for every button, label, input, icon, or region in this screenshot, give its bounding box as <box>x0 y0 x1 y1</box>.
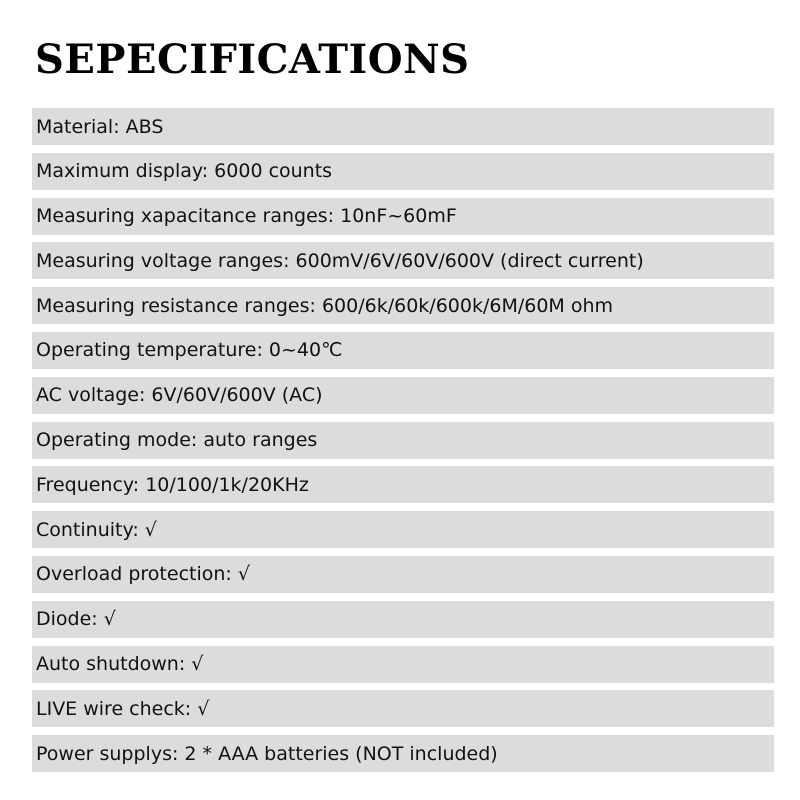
spec-row-ac-voltage: AC voltage: 6V/60V/600V (AC) <box>32 377 774 414</box>
page-title: SEPECIFICATIONS <box>35 36 470 83</box>
spec-row-diode: Diode: √ <box>32 601 774 638</box>
spec-row-auto-shutdown: Auto shutdown: √ <box>32 646 774 683</box>
spec-row-operating-temperature: Operating temperature: 0~40℃ <box>32 332 774 369</box>
spec-row-live-wire-check: LIVE wire check: √ <box>32 690 774 727</box>
spec-row-operating-mode: Operating mode: auto ranges <box>32 422 774 459</box>
spec-row-maximum-display: Maximum display: 6000 counts <box>32 153 774 190</box>
spec-row-resistance-ranges: Measuring resistance ranges: 600/6k/60k/600k/6M/60M ohm <box>32 287 774 324</box>
spec-row-voltage-ranges: Measuring voltage ranges: 600mV/6V/60V/600V (direct current) <box>32 242 774 279</box>
specification-list <box>32 108 774 780</box>
spec-row-continuity: Continuity: √ <box>32 511 774 548</box>
spec-row-material: Material: ABS <box>32 108 774 145</box>
spec-row-power-supply: Power supplys: 2 * AAA batteries (NOT included) <box>32 735 774 772</box>
spec-row-overload-protection: Overload protection: √ <box>32 556 774 593</box>
spec-row-capacitance-ranges: Measuring xapacitance ranges: 10nF~60mF <box>32 198 774 235</box>
spec-row-frequency: Frequency: 10/100/1k/20KHz <box>32 466 774 503</box>
